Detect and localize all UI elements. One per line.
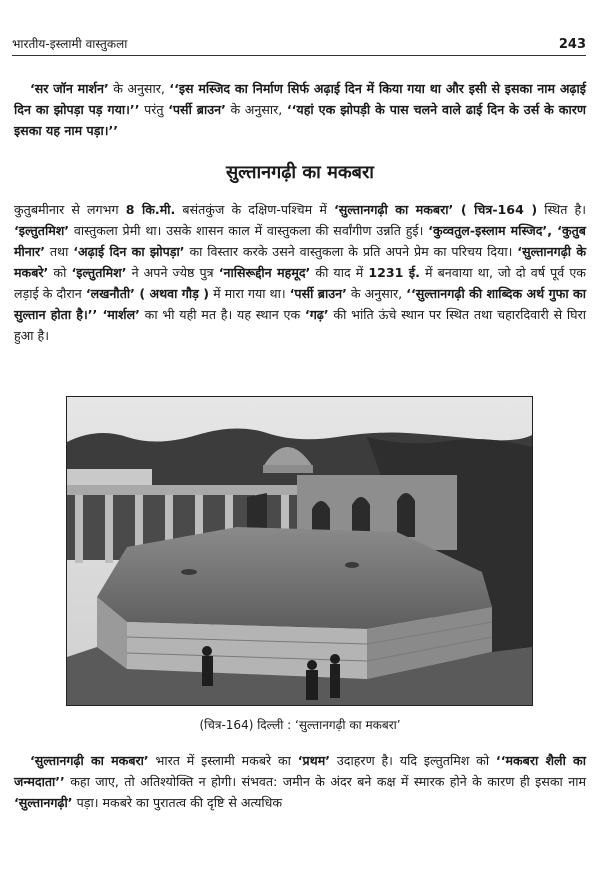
text-run: बसंतकुंज के दक्षिण-पश्चिम में [175, 202, 334, 217]
dome-base [263, 465, 313, 473]
text-run: ‘‘सुल्तानगढ़ी की शाब्दिक अर्थ गुफा का सुल्तान होता है।’’ ‘मार्शल’ [14, 286, 586, 322]
text-run: के अनुसार, [346, 286, 407, 301]
text-run: ‘कुव्वतुल-इस्लाम मस्जिद’, ‘कुतुब मीनार’ [14, 223, 587, 259]
text-run: का विस्तार करके उसने वास्तुकला के प्रति अपने प्रेम का परिचय दिया। [184, 244, 518, 259]
text-run: की भांति ऊंचे स्थान पर स्थित तथा चहारदिवारी से घिरा हुआ है। [14, 307, 586, 343]
section-heading: सुल्तानगढ़ी का मकबरा [226, 162, 374, 183]
running-header [12, 30, 586, 56]
text-run: उदाहरण है। यदि इल्तुतमिश को [330, 753, 496, 768]
page-number: 243 [558, 37, 586, 52]
text-run: के अनुसार, [108, 81, 170, 96]
colonnade-roof [67, 469, 152, 487]
text-run: ने अपने ज्येष्ठ पुत्र [126, 265, 219, 280]
text-run: वास्तुकला प्रेमी था। उसके शासन काल में वास्तुकला की सर्वांगीण उन्नति हुई। [69, 223, 429, 238]
text-run: तथा [44, 244, 74, 259]
text-run: ‘गढ़’ [304, 307, 329, 322]
text-run: कहा जाए, तो अतिश्योक्ति न होगी। संभवत: जमीन के अंदर बने कक्ष में स्मारक होने के कारण ही इसका नाम [64, 774, 586, 789]
text-run: कुतुबमीनार से लगभग [14, 202, 126, 217]
text-run: पड़ा। मकबरे का पुरातत्व की दृष्टि से अत्यधिक [72, 795, 283, 810]
body-paragraph [14, 199, 586, 346]
intro-paragraph [14, 78, 586, 141]
text-run: ‘पर्सी ब्राउन’ [289, 286, 347, 301]
text-run: ‘सुल्तानगढ़ी का मकबरा’ ( चित्र-164 ) [333, 202, 538, 217]
text-run: ‘इल्तुतमिश’ [14, 223, 70, 238]
text-run: के अनुसार, [225, 102, 287, 117]
text-run: 8 कि.मी. [125, 202, 176, 217]
text-run: ‘‘यहां एक झोपड़ी के पास चलने वाले ढाई दिन के उर्स के कारण इसका यह नाम पड़ा।’’ [14, 102, 586, 138]
text-run: ‘प्रथम’ [297, 753, 331, 768]
text-run: भारत में इस्लामी मकबरे का [148, 753, 298, 768]
roof-vent [345, 562, 359, 568]
text-run: ‘नासिरूद्दीन महमूद’ [218, 265, 311, 280]
tomb-photo-illustration [67, 397, 532, 705]
text-run: ‘‘मकबरा शैली का जन्मदाता’’ [14, 753, 586, 789]
text-run: ‘सुल्तानगढ़ी के मकबरे’ [14, 244, 587, 280]
text-run: ‘अढ़ाई दिन का झोपड़ा’ [73, 244, 185, 259]
text-run: ‘सुल्तानगढ़ी’ [14, 795, 73, 810]
roof-vent [181, 569, 197, 575]
figure-caption: (चित्र-164) दिल्ली : ‘सुल्तानगढ़ी का मकबरा’ [199, 718, 401, 732]
text-run: स्थित है। [537, 202, 586, 217]
book-title: भारतीय-इस्लामी वास्तुकला [12, 37, 128, 51]
text-run: ‘‘इस मस्जिद का निर्माण सिर्फ अढ़ाई दिन में किया गया था और इसी से इसका नाम अढ़ाई दिन का झोपड़ा पड़ गया।’’ [14, 81, 586, 117]
text-run: ‘सर जॉन मार्शन’ [30, 81, 109, 96]
text-run: 1231 ई. [368, 265, 420, 280]
text-run: ‘सुल्तानगढ़ी का मकबरा’ [30, 753, 149, 768]
text-run: को [48, 265, 72, 280]
text-run: की याद में [310, 265, 369, 280]
text-run: ‘इल्तुतमिश’ [71, 265, 127, 280]
body-paragraph-2 [14, 750, 586, 813]
colonnade-beam [67, 485, 307, 495]
text-run: का भी यही मत है। यह स्थान एक [139, 307, 305, 322]
text-run: में बनवाया था, जो दो वर्ष पूर्व एक लड़ाई के दौरान [14, 265, 586, 301]
text-run: ‘पर्सी ब्राउन’ [168, 102, 226, 117]
text-run: परंतु [139, 102, 169, 117]
text-run: ‘लखनौती’ ( अथवा गौड़ ) [85, 286, 210, 301]
tomb-photograph [66, 396, 533, 706]
text-run: में मारा गया था। [209, 286, 290, 301]
